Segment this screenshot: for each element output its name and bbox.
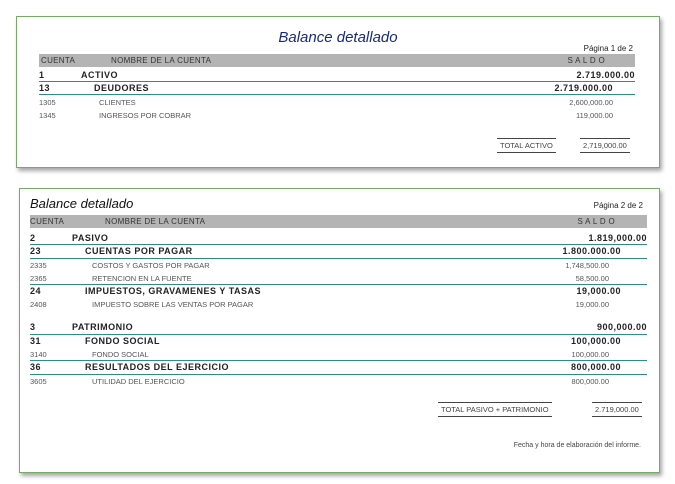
account-code: 31 (30, 336, 42, 346)
header-cuenta: CUENTA (30, 217, 65, 226)
account-row (30, 375, 647, 388)
header-nombre: NOMBRE DE LA CUENTA (111, 56, 212, 65)
account-name: UTILIDAD DEL EJERCICIO (92, 377, 185, 386)
account-amount: 119,000.00 (576, 111, 613, 120)
account-name: CUENTAS POR PAGAR (85, 246, 193, 256)
account-code: 2 (30, 233, 36, 243)
section-divider (30, 284, 647, 285)
account-name: RESULTADOS DEL EJERCICIO (85, 362, 230, 372)
account-amount: 2.719.000.00 (576, 70, 635, 80)
account-amount: 1.800.000.00 (562, 246, 621, 256)
account-amount: 19,000.00 (575, 300, 609, 309)
account-code: 3140 (30, 350, 47, 359)
account-code: 23 (30, 246, 42, 256)
account-name: PATRIMONIO (72, 322, 134, 332)
account-code: 1305 (39, 98, 56, 107)
account-code: 36 (30, 362, 42, 372)
account-code: 3 (30, 322, 36, 332)
account-name: ACTIVO (81, 70, 119, 80)
account-code: 2365 (30, 274, 47, 283)
account-amount: 1,748,500.00 (565, 261, 609, 270)
account-code: 2408 (30, 300, 47, 309)
account-row (30, 335, 647, 348)
account-row (30, 259, 647, 272)
total-activo-label: TOTAL ACTIVO (497, 138, 556, 153)
account-amount: 58,500.00 (575, 274, 609, 283)
account-code: 1345 (39, 111, 56, 120)
report-page-1 (16, 16, 660, 168)
account-code: 24 (30, 286, 42, 296)
account-row (30, 245, 647, 258)
account-code: 13 (39, 83, 51, 93)
total-pasivo-patrimonio-value: 2.719,000.00 (592, 402, 642, 417)
account-name: CLIENTES (99, 98, 136, 107)
section-divider (30, 360, 647, 361)
account-name: IMPUESTO SOBRE LAS VENTAS POR PAGAR (92, 300, 254, 309)
account-amount: 2,600,000.00 (569, 98, 613, 107)
account-name: PASIVO (72, 233, 109, 243)
account-name: FONDO SOCIAL (92, 350, 149, 359)
section-divider (30, 334, 647, 335)
page-number: Página 1 de 2 (583, 44, 633, 53)
account-name: DEUDORES (94, 83, 150, 93)
report-page-2 (19, 188, 660, 473)
header-saldo: S A L D O (577, 217, 615, 226)
account-code: 3605 (30, 377, 47, 386)
page-number: Página 2 de 2 (593, 201, 643, 210)
account-name: FONDO SOCIAL (85, 336, 160, 346)
account-amount: 19,000.00 (576, 286, 621, 296)
header-cuenta: CUENTA (41, 56, 76, 65)
account-name: RETENCION EN LA FUENTE (92, 274, 192, 283)
report-title: Balance detallado (278, 29, 398, 46)
total-pasivo-patrimonio-label: TOTAL PASIVO + PATRIMONIO (438, 402, 552, 417)
account-code: 1 (39, 70, 45, 80)
account-code: 2335 (30, 261, 47, 270)
report-footer: Fecha y hora de elaboración del informe. (513, 442, 641, 449)
section-divider (30, 258, 647, 259)
account-amount: 2.719.000.00 (554, 83, 613, 93)
account-row (39, 96, 635, 109)
table-header (30, 215, 647, 228)
account-row (30, 321, 647, 334)
section-divider (30, 244, 647, 245)
account-name: INGRESOS POR COBRAR (99, 111, 192, 120)
report-title: Balance detallado (30, 196, 134, 211)
table-header (39, 54, 635, 67)
section-divider (39, 81, 635, 82)
header-nombre: NOMBRE DE LA CUENTA (105, 217, 206, 226)
account-amount: 800,000.00 (570, 362, 621, 372)
section-divider (30, 374, 647, 375)
account-amount: 100,000.00 (570, 336, 621, 346)
account-amount: 900,000.00 (596, 322, 647, 332)
header-saldo: S A L D O (567, 56, 605, 65)
account-row (39, 109, 635, 122)
account-amount: 800,000.00 (571, 377, 609, 386)
account-amount: 100,000.00 (571, 350, 609, 359)
total-activo-value: 2,719,000.00 (580, 138, 630, 153)
section-divider (39, 94, 635, 95)
account-row (30, 298, 647, 311)
account-row (30, 285, 647, 298)
account-name: COSTOS Y GASTOS POR PAGAR (92, 261, 210, 270)
account-row (30, 361, 647, 374)
account-amount: 1.819,000.00 (588, 233, 647, 243)
account-name: IMPUESTOS, GRAVAMENES Y TASAS (85, 286, 262, 296)
